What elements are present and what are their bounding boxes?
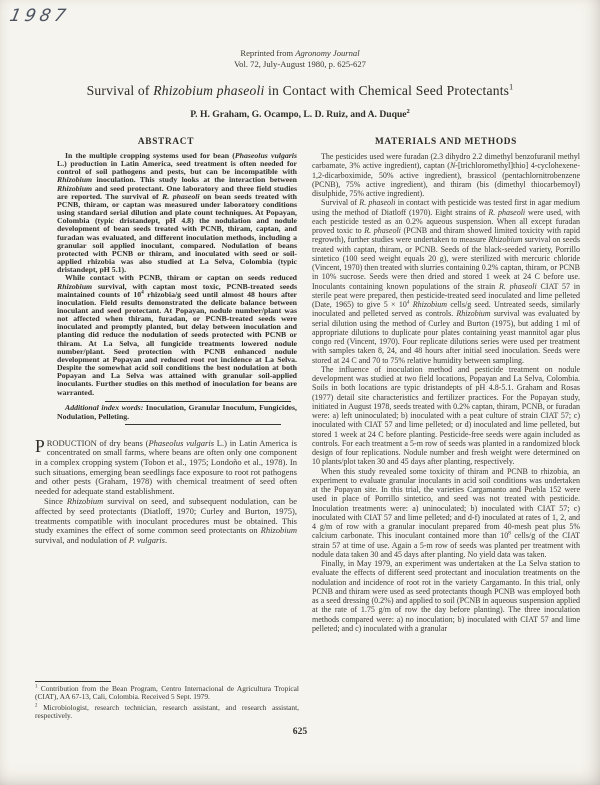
drop-cap: P [35,435,45,456]
paper-title: Survival of Rhizobium phaseoli in Contact with Chemical Seed Protectants$^1$ [86,82,514,98]
reprint-source-line: Reprinted from Agronomy Journal [240,48,360,58]
index-words-top-rule [105,401,291,402]
intro-paragraph-2: Since Rhizobium survival on seed, and subsequent nodulation, can be affected by seed protectants (Diatloff, 1970; Curley and Burton, 1975), treatments compatible with inoculant procedures must be obtained. This study examines the effect of some common seed protectants on Rhizobium survival, and nodulation of P. vulgaris. [35,496,297,545]
abstract-paragraph-2: While contact with PCNB, thiram or captan on seeds reduced Rhizobium survival, with captan most toxic, PCNB-treated seeds maintained counts of $10^4$ rhizobia/g seed until almost 48 hours after inoculation. Field results demonstrated the delicate balance between inoculant and seed protectant. At Popayan, nodule number/plant was not affected when thiram, furadan, or PCNB-treated seeds were inoculated and promptly planted, but delay between inoculation and planting did reduce the nodulation of seeds protected with PCNB or thiram. At La Selva, all fungicide treatments lowered nodule number/plant. Seed protection with PCNB enhanced nodule development at Popayan and reduced root rot incidence at La Selva. Despite the somewhat acid soil conditions the best nodulation at both Popayan and La Selva was attained with granular soil-applied inoculants. Further studies on this method of inoculation for beans are warranted. [57,273,297,397]
footnote-2: $^2$ Microbiologist, research technician, research assistant, and research assistant, respectively. [35,702,299,721]
footnote-1: $^1$ Contribution from the Bean Program, Centro Internacional de Agricultura Tropical (CIAT), AA 67-13, Cali, Colombia. Received 5 Sept. 1979. [35,684,299,702]
index-words-block [35,401,297,425]
footnote-separator-rule [35,681,111,682]
abstract-heading: ABSTRACT [137,137,195,147]
authors-line: P. H. Graham, G. Ocampo, L. D. Ruiz, and A. Duque$^2$ [190,107,410,120]
intro-paragraph-1 [35,435,297,497]
index-words-bottom-rule [125,424,281,425]
footnotes-block [35,681,299,721]
intro-paragraph-1-text: RODUCTION of dry beans (Phaseolus vulgaris L.) in Latin America is concentrated on small farms, where beans are often only one component in a complex cropping system (Tobon et al., 1975; Londoño et al., 1978). In such situations, emerging bean seedlings face exposure to root rot pathogens and other pests (Graham, 1978) with chemical treatment of seed often needed for adequate stand establishment. [35,437,297,496]
methods-paragraph-2: Survival of R. phaseoli in contact with pesticide was tested first in agar medium using the method of Diatloff (1970). Eight strains of R. phaseoli were used, with each pesticide tested as an 0.2% aqueous suspension. When all except furadan proved toxic to R. phaseoli (PCNB and thiram showed limited toxicity with rapid regrowth), further studies were undertaken to measure Rhizobium survival on seeds treated with captan, thiram, or PCNB. Seeds of the black-seeded variety, Porrillo sintetico (100 seed weight equals 20 g), were sterilized with mercuric chloride (Vincent, 1970) then treated with slurries containing 0.2% captan, thiram, or PCNB in 10% sucrose. Seeds were then dried and stored 1 week at 24 C before use. Inoculants containing known populations of the strain R. phaseoli CIAT 57 in sterile peat were prepared, then pesticide-treated seed inoculated and lime pelleted (Date, 1965) to give $5 \times 10^4$ Rhizobium cells/g seed. Untreated seeds, similarly inoculated and pelleted served as controls. Rhizobium survival was evaluated by serial dilution using the method of Curley and Burton (1975), but adding 1 ml of appropriate dilutions to duplicate pour plates containing yeast mannitol agar plus congo red (Vincent, 1970). Four replicate dilutions series were used per treatment with samples taken 8, 24, and 48 hours after initial seed inoculation. Seeds were stored at 24 C and 70 to 75% relative humidity between sampling. [312,198,581,365]
right-column [312,137,580,633]
paper-header [0,48,600,120]
methods-paragraph-4: When this study revealed some toxicity of thiram and PCNB to rhizobia, an experiment to evaluate granular inoculants in acid soil conditions was undertaken at the Popayan site. In this trial, the varieties Cargamanto and Puebla 152 were used in place of Porrillo sintetico, and seed was not treated with pesticide. Inoculation treatments were: a) uninoculated; b) inoculated with CIAT 57; c) inoculated with CIAT 57 and lime pelleted; and d-f) inoculated at rates of 1, 2, and 4 g/m of row with a granular inoculant prepared from 40-mesh peat plus 5% calcium carbonate. This inoculant contained more than $10^8$ cells/g of the CIAT strain 57 at time of use. Again a 5-m row of seeds was planted per treatment with nodule data taken 30 and 45 days after planting. No yield data was taken. [312,466,580,559]
handwritten-year-note: 1987 [7,6,72,26]
methods-paragraph-3: The influence of inoculation method and pesticide treatment on nodule development was studied at two field locations, Popayan and La Selva, Colombia. Soils in both locations are typic dristandepts of pH 4.8-5.1. Graham and Rosas (1977) detail site characteristics and fertilizer practices. For the Popayan study, initiated in August 1978, seeds treated with 0.2% captan, thiram, PCNB, or furadan were: a) left uninoculated; b) inoculated with a peat culture of strain CIAT 57; c) inoculated with CIAT 57 and lime pelleted; or d) inoculated and lime pelleted, but stored 1 week at 24 C before planting. Pesticide-free seeds were again included as controls. For each treatment a 5-m row of seeds was planted in a randomized block design of four replications. Nodule number and fresh weight were determined on 10 plants/plot taken 30 and 45 days after planting, respectively. [312,364,580,467]
additional-index-words: Additional index words: Inoculation, Granular Inoculum, Fungicides, Nodulation, Pelleting. [57,403,297,421]
methods-paragraph-5: Finally, in May 1979, an experiment was undertaken at the La Selva station to evaluate the effects of different seed protectant and inoculation treatments on the nodulation and incidence of root rot in the variety Cargamanto. In this trial, only PCNB and thiram were used as seed protectants though PCNB was employed both as a seed dressing (0.2%) and applied to soil (PCNB in aqueous suspension applied at the rate of 1.75 g/m of row the day before planting). The three inoculation methods compared were: a) no inoculation; b) inoculated with CIAT 57 and lime pelleted; and c) inoculated with a granular [312,559,580,633]
materials-methods-heading: MATERIALS AND METHODS [374,137,518,147]
reprint-volume-line: Vol. 72, July-August 1980, p. 625-627 [234,58,366,69]
page-number: 625 [292,726,308,737]
left-column [35,137,297,633]
abstract-paragraph-1: In the multiple cropping systems used for bean (Phaseolus vulgaris L.) production in Latin America, seed treatment is often needed for control of soil pathogens and pests, but can be incompatible with Rhizobium inoculation. This study looks at the interaction between Rhizobium and seed protectant. One laboratory and three field studies are reported. The survival of R. phaseoli on bean seeds treated with PCNB, thiram, or captan was measured under laboratory conditions using standard serial dilution and plate count techniques. At Popayan, Colombia (typic dristandept, pH 4.8) the nodulation and nodule development of bean seeds treated with PCNB, thiram, captan, and furadan was evaluated, and different inoculation methods, including a granular soil applied inoculant, compared. Nodulation of beans protected with PCNB or thiram, and inoculated with seed or soil-applied rhizobia was also studied at La Selva, Colombia (typic dristandept, pH 5.1). [57,151,297,275]
two-column-body [35,137,580,633]
methods-paragraph-1: The pesticides used were furadan (2.3 dihydro 2.2 dimethyl benzofuranil methyl carbamate, 3% active ingredient), captan (N-[trichloromethyl]thio] 4-cyclohexene-1,2-dicarboximide, 50% active ingredient), brassicol (pentachlornitrobenzene (PCNB), 75% active ingredient), and thiram (bis (dimethyl thiocarbemoyl) disulphide, 75% active ingredient). [312,152,581,198]
